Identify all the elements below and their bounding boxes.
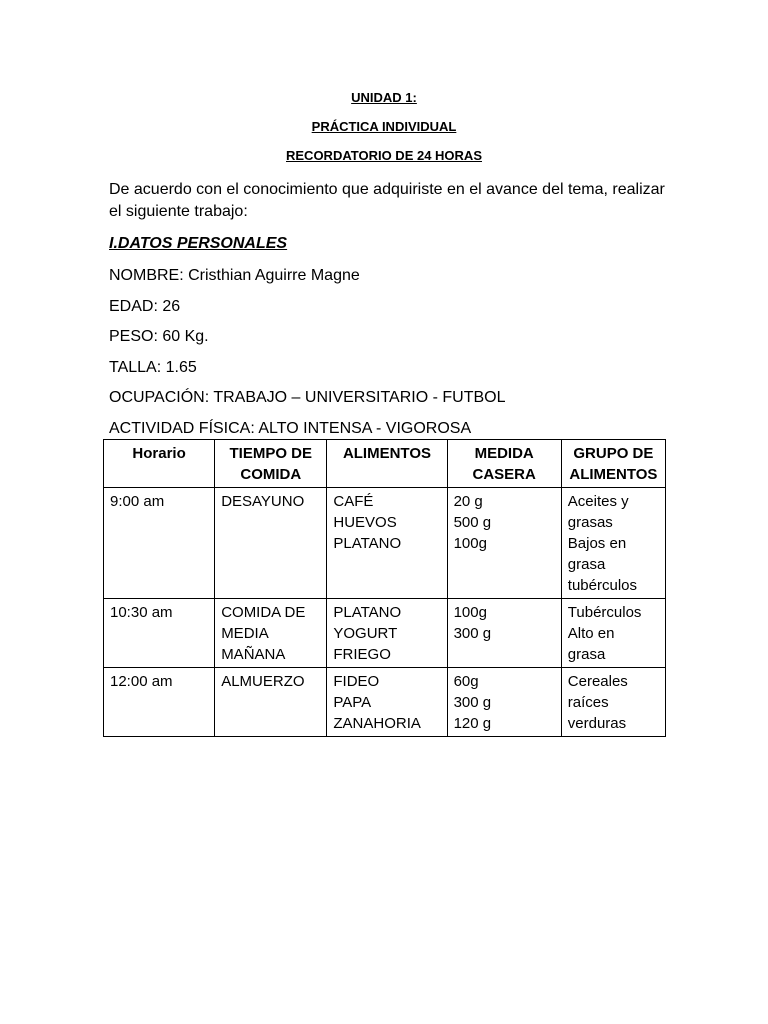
section-title: I.DATOS PERSONALES xyxy=(109,235,288,252)
cell-line: grasas xyxy=(567,514,613,531)
cell-line: COMIDA DE xyxy=(221,604,306,621)
cell-line: raíces xyxy=(567,694,609,711)
cell-line: grasa xyxy=(567,646,606,663)
cell-line: 9:00 am xyxy=(110,493,165,510)
height-field: TALLA: 1.65 xyxy=(109,359,197,376)
cell-line: FIDEO xyxy=(333,673,380,690)
cell-tiempo xyxy=(215,668,327,737)
cell-line: verduras xyxy=(567,715,627,732)
table-row xyxy=(104,599,666,668)
cell-line: 10:30 am xyxy=(110,604,173,621)
cell-tiempo xyxy=(215,488,327,599)
cell-line: HUEVOS xyxy=(333,514,397,531)
physical-activity-field: ACTIVIDAD FÍSICA: ALTO INTENSA - VIGOROSA xyxy=(109,420,472,437)
header-alimentos xyxy=(327,440,447,488)
header-line: ALIMENTOS xyxy=(342,445,431,462)
unit-heading: UNIDAD 1: xyxy=(351,90,417,105)
cell-line: PAPA xyxy=(333,694,372,711)
occupation-field: OCUPACIÓN: TRABAJO – UNIVERSITARIO - FUTBOL xyxy=(109,389,506,406)
cell-line: 100g xyxy=(453,604,487,621)
header-medida-casera xyxy=(447,440,561,488)
header-line: TIEMPO DE xyxy=(229,445,313,462)
food-recall-table xyxy=(103,439,666,737)
header-line: GRUPO DE xyxy=(573,445,654,462)
intro-paragraph: De acuerdo con el conocimiento que adquiriste en el avance del tema, realizar el siguiente trabajo: xyxy=(109,181,665,220)
weight-field: PESO: 60 Kg. xyxy=(109,328,209,345)
table-header-row xyxy=(104,440,666,488)
header-horario xyxy=(104,440,215,488)
cell-line: 100g xyxy=(453,535,487,552)
cell-line: Tubérculos xyxy=(567,604,642,621)
header-line: COMIDA xyxy=(240,466,302,483)
cell-line: DESAYUNO xyxy=(221,493,305,510)
cell-line: ZANAHORIA xyxy=(333,715,421,732)
cell-line: 20 g xyxy=(453,493,483,510)
cell-alimentos xyxy=(327,488,447,599)
table-row xyxy=(104,488,666,599)
cell-line: YOGURT xyxy=(333,625,398,642)
cell-medida xyxy=(447,668,561,737)
cell-medida xyxy=(447,599,561,668)
header-grupo-de-alimentos xyxy=(561,440,665,488)
topic-heading: RECORDATORIO DE 24 HORAS xyxy=(286,148,482,163)
header-line: ALIMENTOS xyxy=(569,466,658,483)
cell-line: Aceites y xyxy=(567,493,629,510)
header-line: CASERA xyxy=(472,466,536,483)
cell-line: grasa xyxy=(567,556,606,573)
cell-alimentos xyxy=(327,599,447,668)
cell-line: 12:00 am xyxy=(110,673,173,690)
header-line: MEDIDA xyxy=(474,445,534,462)
cell-horario xyxy=(104,668,215,737)
cell-tiempo xyxy=(215,599,327,668)
cell-line: PLATANO xyxy=(333,604,402,621)
cell-line: 60g xyxy=(453,673,479,690)
header-line: Horario xyxy=(132,445,186,462)
cell-alimentos xyxy=(327,668,447,737)
cell-horario xyxy=(104,488,215,599)
cell-line: MAÑANA xyxy=(221,646,286,663)
cell-line: MEDIA xyxy=(221,625,269,642)
cell-medida xyxy=(447,488,561,599)
age-field: EDAD: 26 xyxy=(109,298,181,315)
cell-line: Cereales xyxy=(567,673,628,690)
cell-grupo xyxy=(561,668,665,737)
cell-line: tubérculos xyxy=(567,577,637,594)
cell-grupo xyxy=(561,488,665,599)
cell-line: ALMUERZO xyxy=(221,673,305,690)
cell-line: 120 g xyxy=(453,715,492,732)
header-tiempo-de-comida xyxy=(215,440,327,488)
cell-line: PLATANO xyxy=(333,535,402,552)
practice-heading: PRÁCTICA INDIVIDUAL xyxy=(311,119,457,134)
cell-grupo xyxy=(561,599,665,668)
cell-line: 300 g xyxy=(453,694,492,711)
table-row xyxy=(104,668,666,737)
name-field: NOMBRE: Cristhian Aguirre Magne xyxy=(109,267,360,284)
cell-line: CAFÉ xyxy=(333,493,374,510)
cell-line: FRIEGO xyxy=(333,646,391,663)
cell-line: Bajos en xyxy=(567,535,627,552)
cell-line: Alto en xyxy=(567,625,615,642)
cell-line: 500 g xyxy=(453,514,492,531)
cell-line: 300 g xyxy=(453,625,492,642)
cell-horario xyxy=(104,599,215,668)
